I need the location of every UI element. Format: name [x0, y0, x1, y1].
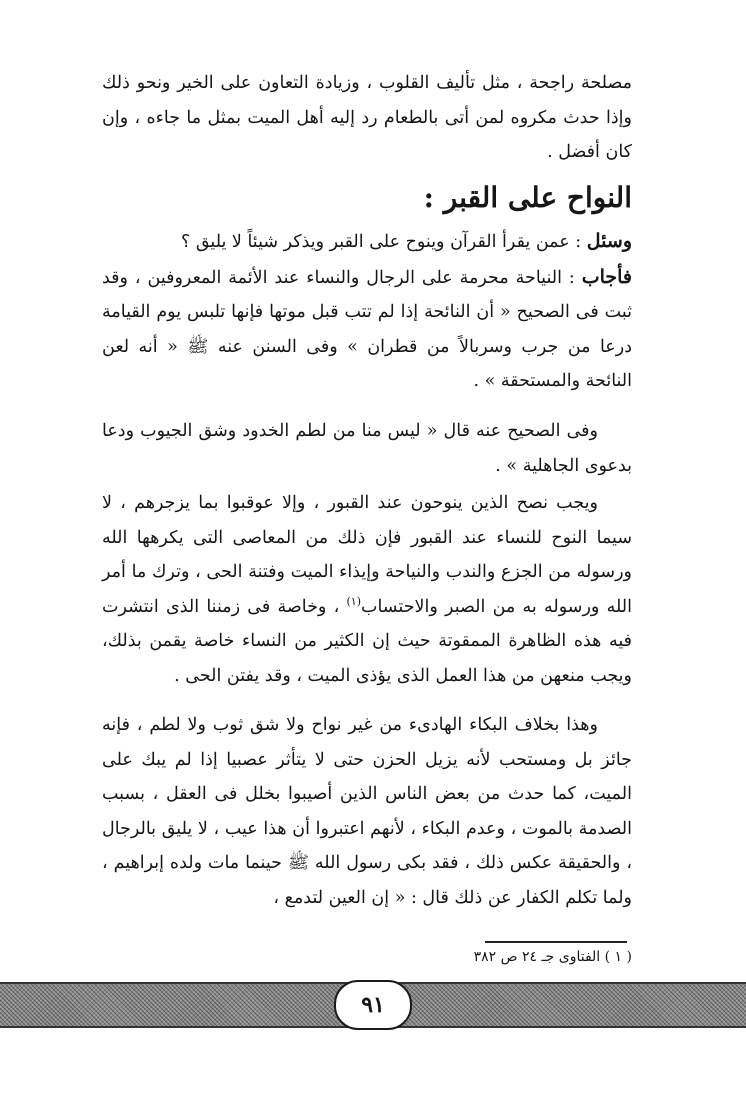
question-label: وسئل — [586, 230, 632, 252]
page-number: ٩١ — [334, 980, 412, 1030]
footnote-reference: (١) — [346, 594, 361, 608]
wailing-text-start: ويجب نصح الذين ينوحون عند القبور ، وإلا عوقبوا بما يزجرهم ، لا سيما النوح للنساء عند القبور فإن ذلك من المعاصى التى يكرهها الله ورسوله من الجزع والندب والنياحة وإيذاء الميت وفتنة الحى ، وترك ما أمر الله ورسوله به من الصبر والاحتساب — [102, 493, 632, 617]
paragraph-hadith — [102, 414, 632, 483]
footnote-text: ( ١ ) الفتاوى جـ ٢٤ ص ٣٨٢ — [473, 949, 632, 965]
weeping-text: وهذا بخلاف البكاء الهادىء من غير نواح ولا شق ثوب ولا لطم ، فإنه جائز بل ومستحب لأنه يزيل الحزن حتى لا يتأثر عصبيا إذا لم يبك على الميت، كما حدث من بعض الناس الذين أصيبوا بخلل فى العقل ، بسبب الصدمة بالموت ، وعدم البكاء ، لأنهم اعتبروا أن هذا عيب ، لا يليق بالرجال ، والحقيقة عكس ذلك ، فقد بكى رسول الله ﷺ حينما مات ولده إبراهيم ، ولما تكلم الكفار عن ذلك قال : « إن العين لتدمع ، — [102, 715, 632, 908]
question-answer-block — [102, 224, 632, 399]
hadith-text: وفى الصحيح عنه قال « ليس منا من لطم الخدود وشق الجيوب ودعا بدعوى الجاهلية » . — [102, 421, 632, 476]
answer-label: فأجاب — [581, 265, 632, 288]
intro-text: مصلحة راجحة ، مثل تأليف القلوب ، وزيادة التعاون على الخير ونحو ذلك وإذا حدث مكروه لمن أتى بالطعام رد إليه أهل الميت بمثل ما جاءه ، وإن كان أفضل . — [102, 73, 632, 162]
question-paragraph — [102, 224, 632, 260]
question-text: : عمن يقرأ القرآن وينوح على القبر ويذكر شيئاً لا يليق ؟ — [180, 232, 582, 252]
answer-paragraph — [102, 260, 632, 399]
footnote-divider — [485, 941, 627, 943]
paragraph-wailing — [102, 486, 632, 693]
intro-paragraph — [102, 66, 632, 170]
answer-text: : النياحة محرمة على الرجال والنساء عند الأئمة المعروفين ، وقد ثبت فى الصحيح « أن النائحة إذا لم تتب قبل موتها فإنها تلبس يوم القيامة درعا من جرب وسربالاً من قطران » وفى السنن عنه ﷺ « أنه لعن النائحة والمستحقة » . — [102, 267, 632, 391]
section-heading: النواح على القبر : — [423, 181, 632, 214]
wailing-text-end: ، وخاصة فى زمننا الذى انتشرت فيه هذه الظاهرة الممقوتة حيث إن الكثير من النساء خاصة يقمن بذلك، ويجب منعهن من هذا العمل الذى يؤذى الميت ، وقد يفتن الحى . — [102, 596, 632, 686]
wailing-text — [102, 486, 632, 693]
paragraph-weeping — [102, 708, 632, 915]
